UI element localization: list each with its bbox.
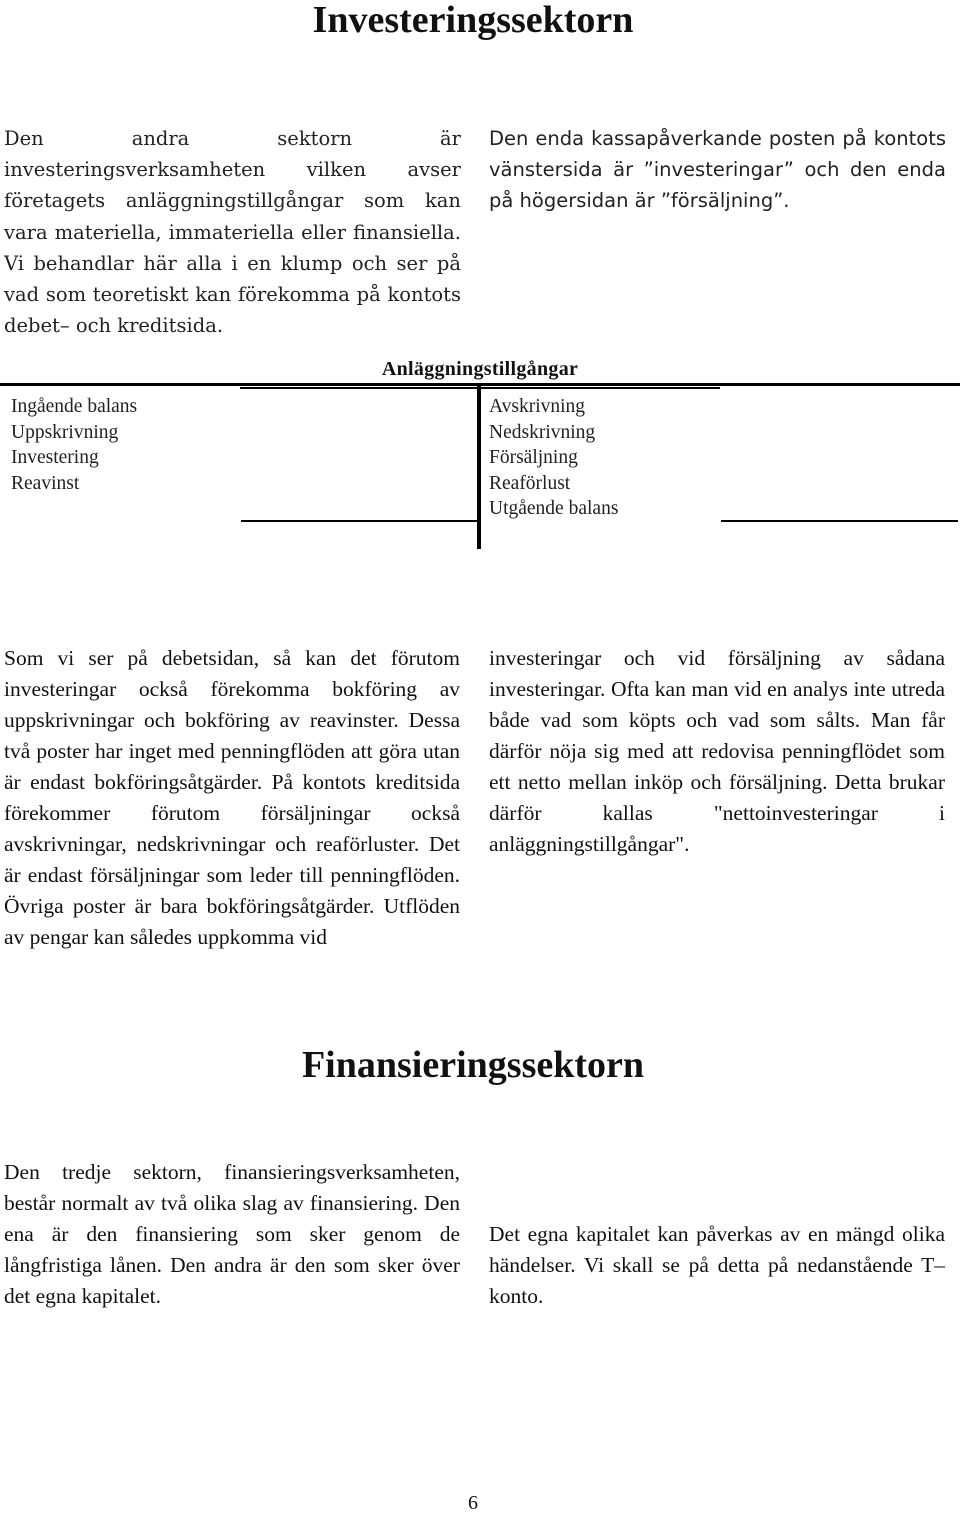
t-account-center-divider [477, 383, 481, 549]
credit-item: Nedskrivning [489, 421, 596, 443]
t-account-debit-sum-line [241, 520, 477, 522]
t-account-credit-list [489, 394, 618, 522]
intro-paragraph-right: Den enda kassapåverkande posten på kontots vänstersida är ”investeringar” och den enda på högersidan är ”försäljning”. [489, 127, 946, 213]
section-title-investering: Investeringssektorn [312, 0, 634, 41]
page-number: 6 [468, 1492, 478, 1514]
debit-item: Investering [11, 447, 99, 469]
finans-paragraph-left: Den tredje sektorn, finansieringsverksamheten, består normalt av två olika slag av finansiering. Den ena är den finansiering som sker genom de långfristiga lånen. Den andra är den som sker över det egna kapitalet. [4, 1160, 460, 1308]
debit-item: Uppskrivning [11, 421, 119, 443]
section-title-finansiering: Finansieringssektorn [301, 1044, 645, 1086]
credit-item: Avskrivning [489, 396, 586, 417]
t-account-credit-sum-line [721, 520, 958, 522]
credit-item: Utgående balans [489, 498, 619, 520]
body-paragraph-right: investeringar och vid försäljning av sådana investeringar. Ofta kan man vid en analys inte utreda både vad som köpts och vad som sålts. Man får därför nöja sig med att redovisa penningflödet som ett netto mellan inköp och försäljning. Detta brukar därför kallas "nettoinvesteringar i anläggningstillgångar". [489, 646, 945, 856]
credit-item: Försäljning [489, 447, 578, 469]
t-account-debit-list [11, 394, 137, 496]
intro-paragraph-left: Den andra sektorn är investeringsverksamheten vilken avser företagets anläggningstillgångar som kan vara materiella, immateriella eller finansiella. Vi behandlar här alla i en klump och ser på vad som teoretiskt kan förekomma på kontots debet– och kreditsida. [4, 127, 461, 338]
finans-paragraph-right: Det egna kapitalet kan påverkas av en mängd olika händelser. Vi skall se på detta på nedanstående T–konto. [489, 1222, 945, 1308]
t-account-title: Anläggningstillgångar [381, 358, 579, 380]
debit-item: Ingående balans [11, 396, 138, 417]
debit-item: Reavinst [11, 472, 80, 494]
body-paragraph-left: Som vi ser på debetsidan, så kan det förutom investeringar också förekomma bokföring av uppskrivningar och bokföring av reavinster. Dessa två poster har inget med penningflöden att göra utan är endast bokföringsåtgärder. På kontots kreditsida förekommer förutom försäljningar också avskrivningar, nedskrivningar och reaförluster. Det är endast försäljningar som leder till penningflöden. Övriga poster är bara bokföringsåtgärder. Utflöden av pengar kan således uppkomma vid [4, 646, 460, 949]
credit-item: Reaförlust [489, 472, 571, 494]
